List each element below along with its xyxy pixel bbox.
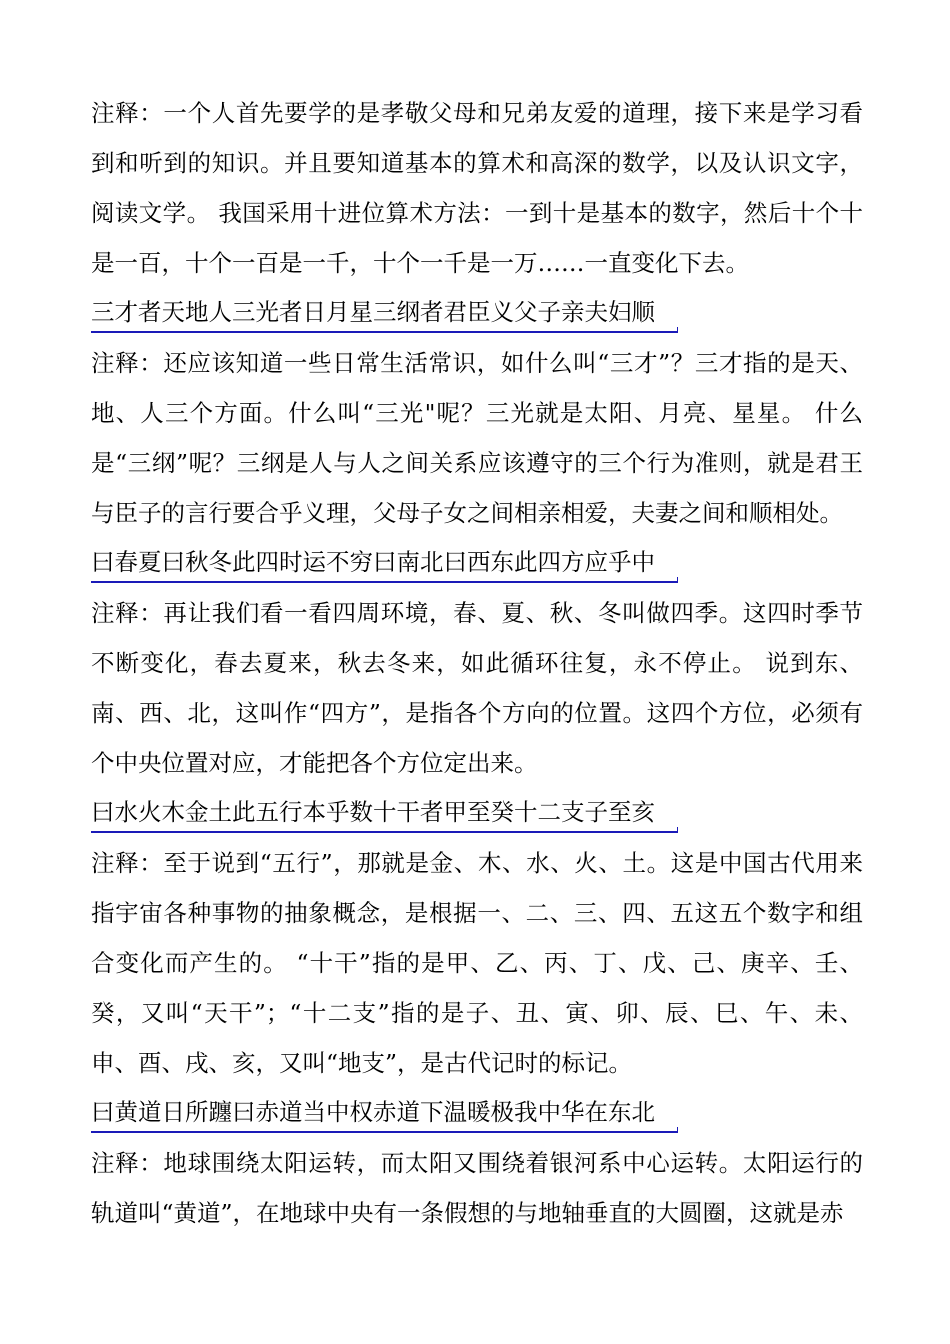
verse-underline <box>91 581 677 583</box>
verse-line <box>91 288 677 338</box>
verse-underline-tick <box>677 327 678 333</box>
document-page <box>91 88 863 1238</box>
verse-text: 曰黄道日所躔曰赤道当中权赤道下温暖极我中华在东北 <box>91 1098 655 1126</box>
verse-line <box>91 1088 677 1138</box>
verse-line <box>91 538 677 588</box>
verse-text: 曰春夏曰秋冬此四时运不穷曰南北曰西东此四方应乎中 <box>91 548 655 576</box>
annotation-paragraph: 注释：再让我们看一看四周环境，春、夏、秋、冬叫做四季。这四时季节不断变化，春去夏来，秋去冬来，如此循环往复，永不停止。 说到东、南、西、北，这叫作“四方”，是指各个方向的位置。这四个方位，必须有个中央位置对应，才能把各个方位定出来。 <box>91 599 863 777</box>
annotation-paragraph: 注释：地球围绕太阳运转，而太阳又围绕着银河系中心运转。太阳运行的轨道叫“黄道”，在地球中央有一条假想的与地轴垂直的大圆圈，这就是赤 <box>91 1149 863 1227</box>
annotation-paragraph: 注释：还应该知道一些日常生活常识，如什么叫“三才”？三才指的是天、地、人三个方面。什么叫“三光"呢？三光就是太阳、月亮、星星。 什么是“三纲”呢？三纲是人与人之间关系应该遵守的三个行为准则，就是君王与臣子的言行要合乎义理，父母子女之间相亲相爱，夫妻之间和顺相处。 <box>91 349 863 527</box>
verse-underline-tick <box>677 577 678 583</box>
verse-text: 三才者天地人三光者日月星三纲者君臣义父子亲夫妇顺 <box>91 298 655 326</box>
verse-underline-tick <box>677 1127 678 1133</box>
verse-underline <box>91 331 677 333</box>
verse-underline <box>91 1131 677 1133</box>
verse-line <box>91 788 677 838</box>
verse-underline-tick <box>677 827 678 833</box>
verse-underline <box>91 831 677 833</box>
annotation-paragraph: 注释：一个人首先要学的是孝敬父母和兄弟友爱的道理，接下来是学习看到和听到的知识。并且要知道基本的算术和高深的数学，以及认识文字，阅读文学。 我国采用十进位算术方法：一到十是基本的数字，然后十个十是一百，十个一百是一千，十个一千是一万……一直变化下去。 <box>91 99 863 277</box>
verse-text: 曰水火木金土此五行本乎数十干者甲至癸十二支子至亥 <box>91 798 655 826</box>
annotation-paragraph: 注释：至于说到“五行”，那就是金、木、水、火、土。这是中国古代用来指宇宙各种事物的抽象概念，是根据一、二、三、四、五这五个数字和组合变化而产生的。 “十干”指的是甲、乙、丙、丁、戊、己、庚辛、壬、癸，又叫“天干”；“十二支”指的是子、丑、寅、卯、辰、巳、午、未、申、酉、戌、亥，又叫“地支”，是古代记时的标记。 <box>91 849 863 1077</box>
